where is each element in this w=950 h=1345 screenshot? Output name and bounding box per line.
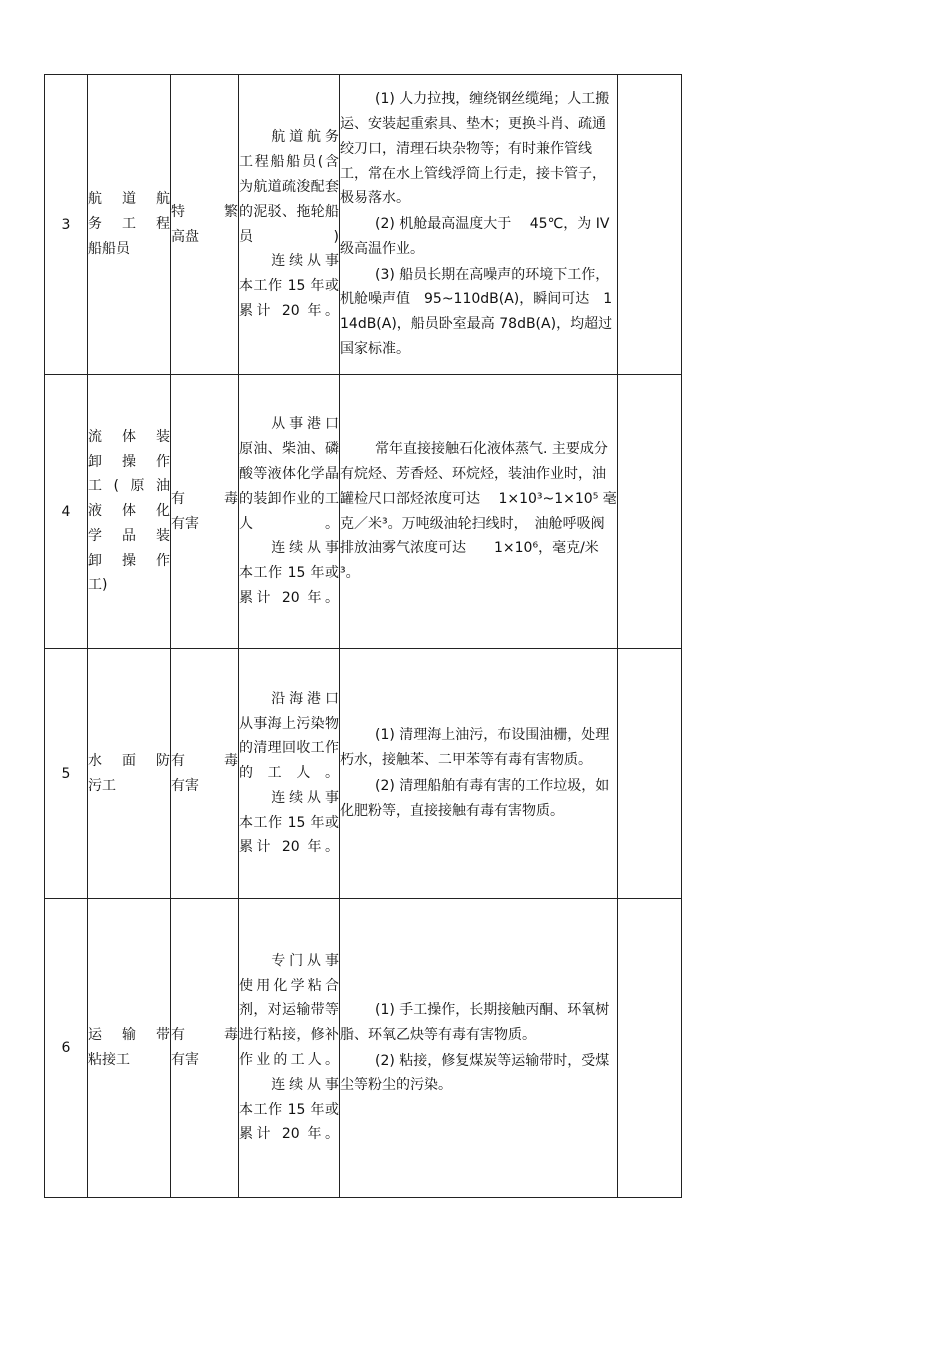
hazard-category: 有 毒 有害 <box>171 899 239 1198</box>
job-name: 流体装 卸操作 工(原油 液体化 学品装 卸操作 工) <box>88 375 171 649</box>
hazard-description: (1) 清理海上油污，布设围油栅，处理朽水，接触苯、二甲苯等有毒有害物质。 (2) 清理船舶有毒有害的工作垃圾，如化肥粉等，直接接触有毒有害物质。 <box>340 649 618 899</box>
row-number: 3 <box>45 75 88 375</box>
hazard-description: (1) 手工操作，长期接触丙酮、环氧树脂、环氧乙炔等有毒有害物质。 (2) 粘接，修复煤炭等运输带时，受煤尘等粉尘的污染。 <box>340 899 618 1198</box>
job-scope: 沿海港口从事海上污染物的清理回收工作的工人。 连续从事本工作 15 年或累计 20 年。 <box>239 649 340 899</box>
hazard-category: 特 繁 高盘 <box>171 75 239 375</box>
table-row <box>45 899 682 1198</box>
hazard-description: (1) 人力拉拽，缠绕钢丝缆绳；人工搬运、安装起重索具、垫木；更换斗肖、疏通绞刀口，清理石块杂物等；有时兼作管线工，常在水上管线浮筒上行走，接卡管子，极易落水。 (2) 机舱最高温度大于 45℃，为 IV 级高温作业。 (3) 船员长期在高噪声的环境下工作，机舱噪声值 95~110dB(A)，瞬间可达 114dB(A)，船员卧室最高 78dB(A)，均超过国家标准。 <box>340 75 618 375</box>
row-number: 4 <box>45 375 88 649</box>
hazard-category: 有 毒 有害 <box>171 649 239 899</box>
occupation-table <box>44 74 682 1198</box>
remarks-cell <box>618 375 682 649</box>
job-scope: 专门从事使用化学粘合剂，对运输带等进行粘接，修补作业的工人。 连续从事本工作 15 年或累计 20 年。 <box>239 899 340 1198</box>
remarks-cell <box>618 899 682 1198</box>
table-row <box>45 75 682 375</box>
table-row <box>45 375 682 649</box>
job-scope: 航道航务工程船船员(含为航道疏浚配套的泥驳、拖轮船员) 连续从事本工作 15 年或累计 20 年。 <box>239 75 340 375</box>
remarks-cell <box>618 75 682 375</box>
job-name: 水面防 污工 <box>88 649 171 899</box>
job-scope: 从事港口原油、柴油、磷酸等液体化学晶的装卸作业的工人。 连续从事本工作 15 年或累计 20 年。 <box>239 375 340 649</box>
job-name: 运输带 粘接工 <box>88 899 171 1198</box>
row-number: 5 <box>45 649 88 899</box>
table-row <box>45 649 682 899</box>
hazard-category: 有 毒 有害 <box>171 375 239 649</box>
job-name: 航道航 务工程 船船员 <box>88 75 171 375</box>
hazard-description: 常年直接接触石化液体蒸气. 主要成分有烷烃、芳香烃、环烷烃，装油作业时，油罐检尺口部烃浓度可达 1×10³~1×10⁵ 毫克／米³。万吨级油轮扫线时， 油舱呼吸阀排放油雾气浓度可达 1×10⁶，毫克/米³。 <box>340 375 618 649</box>
row-number: 6 <box>45 899 88 1198</box>
remarks-cell <box>618 649 682 899</box>
